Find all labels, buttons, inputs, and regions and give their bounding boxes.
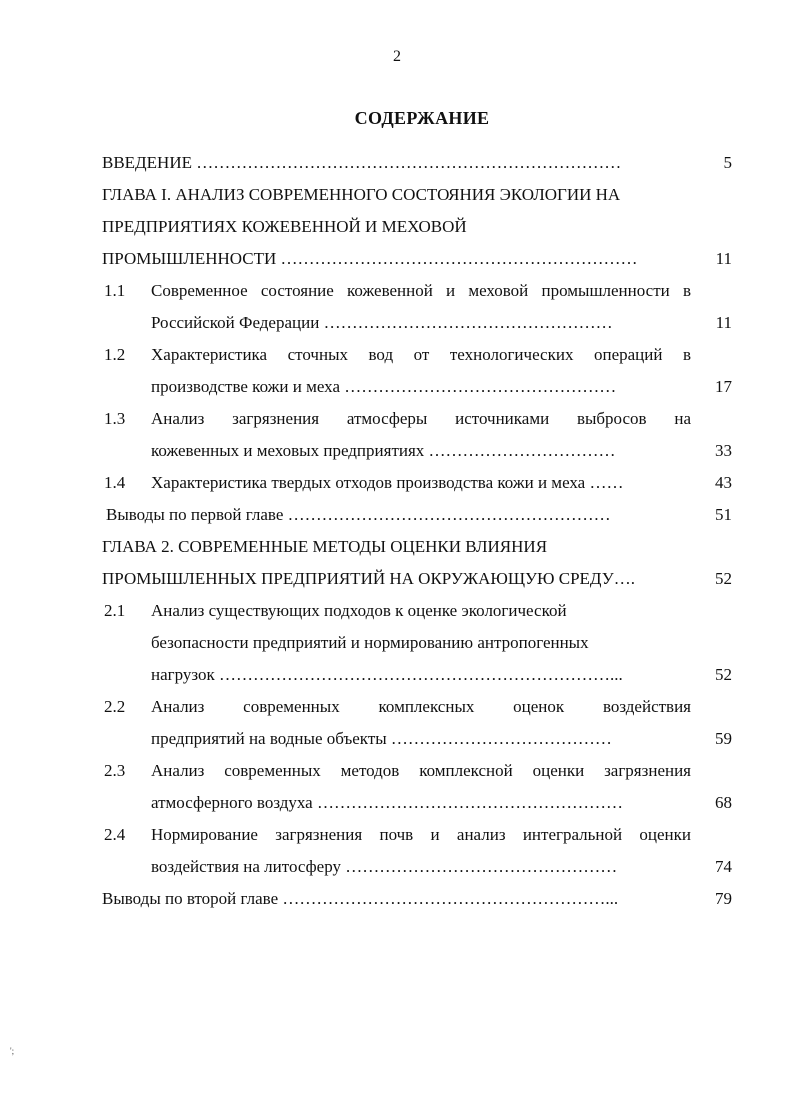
chapter-1-heading-line-2: ПРЕДПРИЯТИЯХ КОЖЕВЕННОЙ И МЕХОВОЙ — [102, 217, 467, 236]
section-2-4-line-2 — [102, 856, 732, 878]
section-2-4-line-1: Нормирование загрязнения почв и анализ интегральной оценки — [151, 825, 691, 844]
toc-page-number: 79 — [715, 889, 732, 908]
section-1-1-line-1: Современное состояние кожевенной и меховой промышленности в — [151, 281, 691, 300]
toc-entry-text: кожевенных и меховых предприятиях …………………………… — [151, 441, 616, 460]
section-2-1-line-2: безопасности предприятий и нормированию антропогенных — [151, 633, 589, 652]
section-1-1-line-2 — [102, 312, 732, 334]
toc-page-number: 51 — [715, 505, 732, 524]
toc-page-number: 11 — [715, 249, 732, 268]
section-1-3-line-2 — [102, 440, 732, 462]
toc-entry-conclusions-2 — [102, 888, 732, 910]
chapter-1-heading-line-3 — [102, 248, 732, 270]
section-number: 2.2 — [104, 697, 126, 716]
section-number: 2.3 — [104, 761, 126, 780]
section-2-1-line-3 — [102, 664, 732, 686]
section-1-2-line-1: Характеристика сточных вод от технологических операций в — [151, 345, 691, 364]
toc-page-number: 33 — [715, 441, 732, 460]
page-number: 2 — [393, 48, 401, 65]
toc-entry-text: атмосферного воздуха ……………………………………………… — [151, 793, 623, 812]
section-number: 2.4 — [104, 825, 126, 844]
section-1-2-line-2 — [102, 376, 732, 398]
margin-mark: '; — [10, 1046, 15, 1056]
toc-page-number: 74 — [715, 857, 732, 876]
toc-entry-text: ВВЕДЕНИЕ ………………………………………………………………… — [102, 153, 622, 172]
toc-title: СОДЕРЖАНИЕ — [354, 108, 490, 128]
toc-entry-text: предприятий на водные объекты ………………………………… — [151, 729, 612, 748]
toc-page-number: 52 — [715, 665, 732, 684]
section-2-3-line-1: Анализ современных методов комплексной оценки загрязнения — [151, 761, 691, 780]
toc-page-number: 11 — [715, 313, 732, 332]
toc-page-number: 43 — [715, 473, 732, 492]
toc-entry-text: Российской Федерации …………………………………………… — [151, 313, 613, 332]
section-number: 1.4 — [104, 473, 126, 492]
chapter-1-heading-line-1: ГЛАВА I. АНАЛИЗ СОВРЕМЕННОГО СОСТОЯНИЯ ЭКОЛОГИИ НА — [102, 185, 621, 204]
toc-entry-text: нагрузок ……………………………………………………………... — [151, 665, 623, 684]
section-number: 2.1 — [104, 601, 126, 620]
toc-page-number: 59 — [715, 729, 732, 748]
toc-entry-conclusions-1 — [102, 504, 732, 526]
section-2-2-line-2 — [102, 728, 732, 750]
section-2-2-line-1: Анализ современных комплексных оценок воздействия — [151, 697, 691, 716]
toc-entry-text: воздействия на литосферу ………………………………………… — [151, 857, 618, 876]
section-1-3-line-1: Анализ загрязнения атмосферы источниками выбросов на — [151, 409, 691, 428]
section-number: 1.3 — [104, 409, 126, 428]
section-number: 1.1 — [104, 281, 126, 300]
toc-page-number: 5 — [723, 153, 732, 172]
section-number: 1.2 — [104, 345, 126, 364]
chapter-2-heading-line-2 — [102, 568, 732, 590]
chapter-2-heading-line-1: ГЛАВА 2. СОВРЕМЕННЫЕ МЕТОДЫ ОЦЕНКИ ВЛИЯНИЯ — [102, 537, 548, 556]
toc-page-number: 17 — [715, 377, 732, 396]
toc-entry-text: Выводы по второй главе …………………………………………………... — [102, 889, 619, 908]
section-2-1-line-1: Анализ существующих подходов к оценке экологической — [151, 601, 567, 620]
toc-entry-intro — [102, 152, 732, 174]
toc-page-number: 52 — [715, 569, 732, 588]
toc-entry-text: производстве кожи и меха ………………………………………… — [151, 377, 617, 396]
toc-page-number: 68 — [715, 793, 732, 812]
section-2-3-line-2 — [102, 792, 732, 814]
toc-entry-text: Характеристика твердых отходов производства кожи и меха …… — [151, 473, 624, 492]
section-1-4-line-1 — [102, 472, 732, 494]
toc-entry-text: ПРОМЫШЛЕННОСТИ ……………………………………………………… — [102, 249, 638, 268]
toc-entry-text: Выводы по первой главе ………………………………………………… — [106, 505, 611, 524]
toc-entry-text: ПРОМЫШЛЕННЫХ ПРЕДПРИЯТИЙ НА ОКРУЖАЮЩУЮ СРЕДУ…. — [102, 569, 636, 588]
